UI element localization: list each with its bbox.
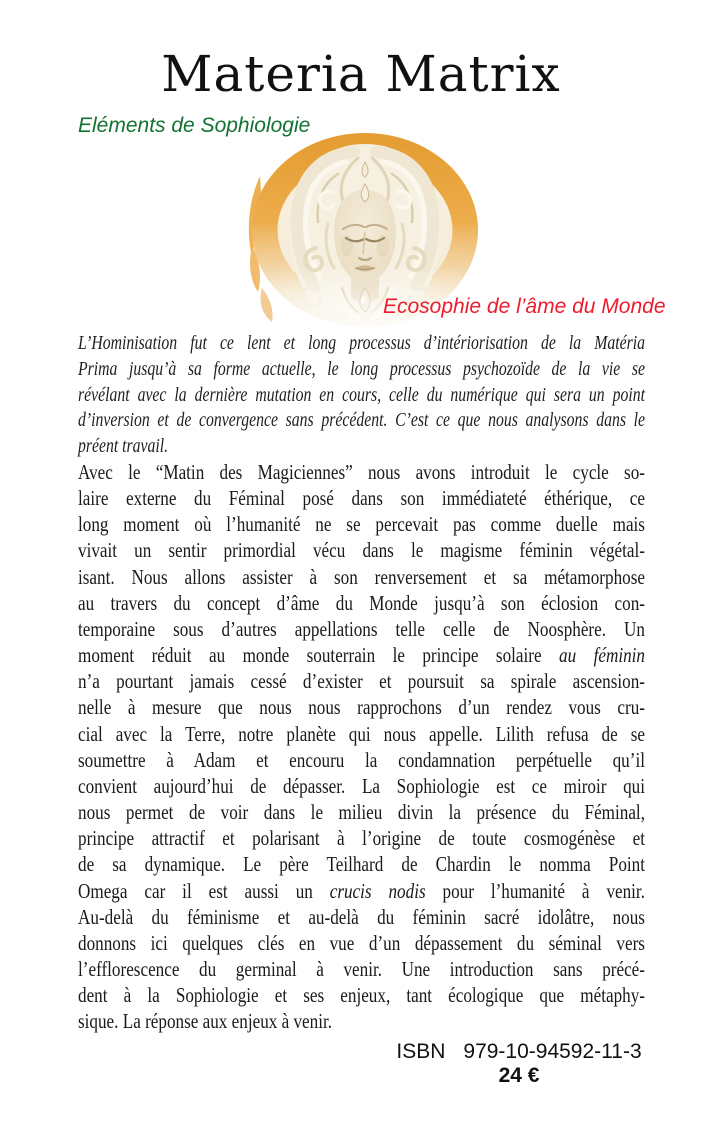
isbn-label: ISBN — [396, 1040, 446, 1063]
text-line: temporaine sous d’autres appellations telle celle de Noosphère. Un — [78, 616, 645, 641]
text-line: convient aujourd’hui de dépasser. La Sophiologie est ce miroir qui — [78, 773, 645, 798]
text-line: Avec le “Matin des Magiciennes” nous avons introduit le cycle so- — [78, 460, 645, 484]
text-line: isant. Nous allons assister à son renversement et sa métamorphose — [78, 564, 645, 589]
text-line: cial avec la Terre, notre planète qui nous appelle. Lilith refusa de se — [78, 721, 645, 746]
text-line: n’a pourtant jamais cessé d’exister et poursuit sa spirale ascension- — [78, 669, 645, 694]
text-line: de sa dynamique. Le père Teilhard de Chardin le nomma Point — [78, 852, 645, 877]
text-line: d’inversion et de convergence sans précédent. C’est ce que nous analysons dans le — [78, 409, 645, 432]
tagline-ecosophie: Ecosophie de l’âme du Monde — [383, 295, 666, 318]
price-label: 24 € — [498, 1064, 540, 1087]
body-paragraph — [78, 459, 645, 1034]
text-line: vivait un sentir primordial vécu dans le magisme féminin végétal- — [78, 538, 645, 563]
text-line: long moment où l’humanité ne se percevait pas comme duelle mais — [78, 512, 645, 537]
text-line: sique. La réponse aux enjeux à venir. — [78, 1009, 333, 1034]
text-line: préent travail. — [78, 435, 169, 458]
text-line: l’efflorescence du germinal à venir. Une introduction sans précé- — [78, 956, 645, 981]
page-title: Materia Matrix — [161, 45, 561, 103]
text-line: Prima jusqu’à sa forme actuelle, le long processus psychozoïde de la vie se — [78, 357, 645, 380]
text-line: soumettre à Adam et encouru la condamnation perpétuelle qu’il — [78, 747, 645, 772]
text-line: Omega car il est aussi un crucis nodis pour l’humanité à venir. — [78, 878, 645, 903]
isbn-value: 979-10-94592-11-3 — [463, 1040, 642, 1063]
text-line: donnons ici quelques clés en vue d’un dépassement du séminal vers — [78, 930, 645, 955]
text-line: L’Hominisation fut ce lent et long processus d’intériorisation de la Matéria — [78, 332, 645, 354]
text-line: nous permet de voir dans le milieu divin la présence du Féminal, — [78, 800, 645, 825]
text-line: laire externe du Féminal posé dans son immédiateté éthérique, ce — [78, 486, 645, 511]
text-line: nelle à mesure que nous nous rapprochons d’un rendez vous cru- — [78, 695, 645, 720]
text-line: au travers du concept d’âme du Monde jusqu’à son éclosion con- — [78, 590, 645, 615]
text-line: moment réduit au monde souterrain le principe solaire au féminin — [78, 643, 645, 668]
text-line: principe attractif et polarisant à l’origine de toute cosmogénèse et — [78, 826, 645, 851]
subtitle-collection: Eléments de Sophiologie — [78, 114, 311, 137]
text-line: révélant avec la dernière mutation en cours, celle du numérique qui sera un point — [78, 383, 645, 406]
isbn-row — [396, 1040, 642, 1064]
intro-paragraph — [78, 331, 645, 460]
text-line: Au-delà du féminisme et au-delà du féminin sacré idolâtre, nous — [78, 904, 645, 929]
text-line: dent à la Sophiologie et ses enjeux, tant écologique que métaphy- — [78, 983, 645, 1008]
